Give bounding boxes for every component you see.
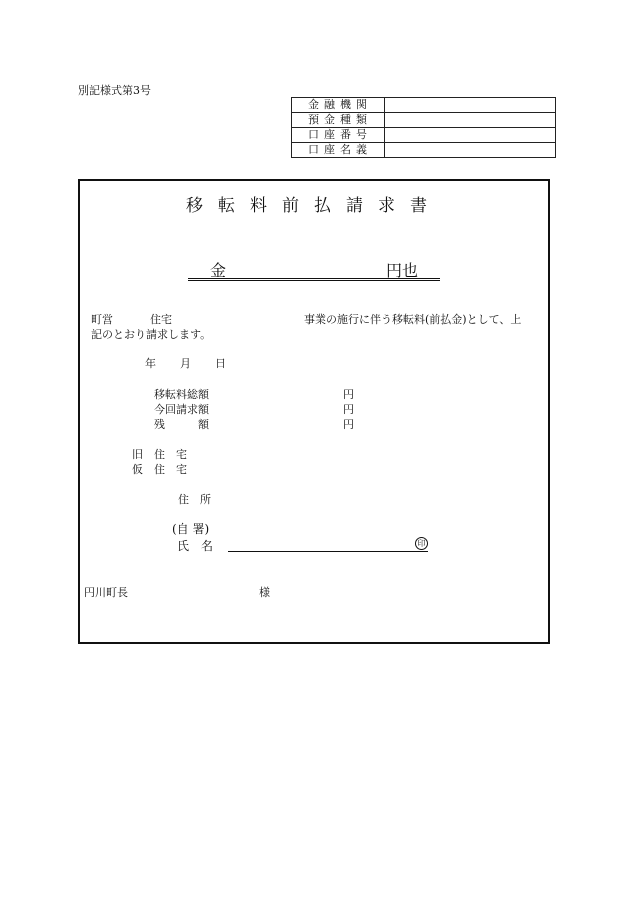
statement-town: 町営 (91, 313, 113, 326)
date-year: 年 (145, 357, 156, 370)
name-label: 氏 名 (177, 539, 214, 553)
current-claim-label: 今回請求額 (154, 403, 209, 416)
table-row (292, 128, 556, 143)
signature-line (228, 551, 428, 552)
bank-account-table (291, 97, 556, 158)
amount-suffix: 円也 (386, 261, 419, 280)
account-number-label: 口座番号 (292, 128, 385, 143)
statement-request: 記のとおり請求します。 (91, 328, 212, 341)
signature-note: (自 署) (172, 522, 210, 536)
address-label: 住 所 (178, 493, 211, 506)
form-frame (78, 179, 550, 644)
account-holder-value (385, 143, 556, 158)
table-row (292, 113, 556, 128)
balance-unit: 円 (343, 418, 354, 431)
current-claim-unit: 円 (343, 403, 354, 416)
statement-purpose: 事業の施行に伴う移転料(前払金)として、上 (304, 313, 522, 326)
seal-mark: 印 (415, 537, 428, 550)
addressee-honorific: 様 (259, 586, 270, 599)
account-holder-label: 口座名義 (292, 143, 385, 158)
date-day: 日 (215, 357, 226, 370)
bank-label: 金融機関 (292, 98, 385, 113)
balance-label: 残 額 (154, 418, 209, 431)
table-row (292, 143, 556, 158)
table-row (292, 98, 556, 113)
statement-housing: 住宅 (150, 313, 172, 326)
form-title: 移転料前払請求書 (186, 196, 442, 216)
form-number: 別記様式第3号 (78, 84, 151, 97)
account-type-value (385, 113, 556, 128)
date-month: 月 (180, 357, 191, 370)
old-housing-label: 旧 住 宅 (132, 448, 187, 461)
bank-value (385, 98, 556, 113)
amount-line (188, 258, 440, 281)
total-transfer-unit: 円 (343, 388, 354, 401)
account-type-label: 預金種類 (292, 113, 385, 128)
account-number-value (385, 128, 556, 143)
temp-housing-label: 仮 住 宅 (132, 463, 187, 476)
amount-prefix: 金 (210, 261, 227, 280)
addressee-name: 円川町長 (84, 586, 128, 599)
total-transfer-label: 移転料総額 (154, 388, 209, 401)
